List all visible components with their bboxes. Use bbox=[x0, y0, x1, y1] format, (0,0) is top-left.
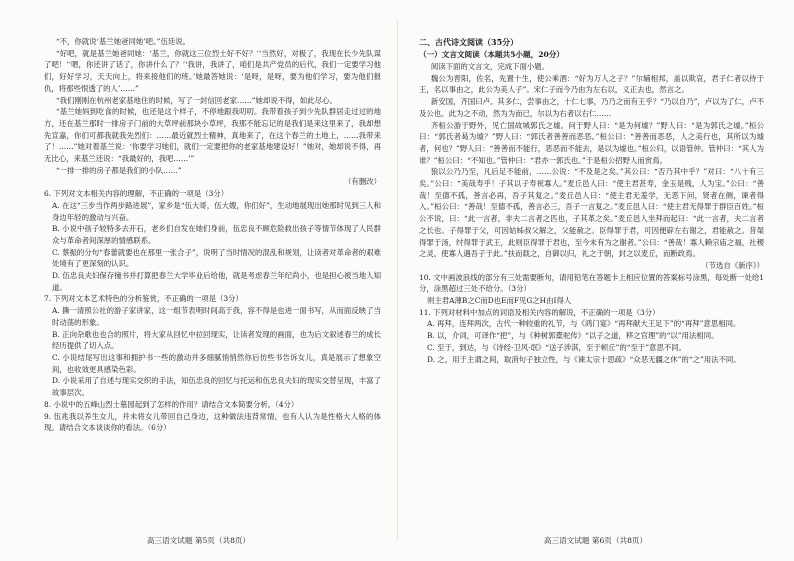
instruction: 阅读下面的文言文，完成下面小题。 bbox=[430, 62, 550, 71]
q7-option-a: A. 撕一清照公社的游子家讲家，这一组节表明时间高于我，容不得是也进一面书写，从而面反映了当时动荡的形象。 bbox=[52, 306, 381, 327]
q10-text: 则主君A薄B之C而D也E而F见G之H由I得人 bbox=[427, 296, 572, 306]
q6-option-b: B. 小说中孩子较特多去开石，老乡们自发在她们身前，伍忠良不顾危险救出孩子等情节体现了人民群众与革命者间深厚的情感联系。 bbox=[52, 224, 381, 245]
q6-option-a: A. 在这“三步当作两步路进展”，家乡是“伍大哥，伍大嫂，你们好”，生动地展现出她那时见到三人和身边年轻的激动与兴奋。 bbox=[52, 200, 381, 222]
question-7: 7. 下列对文本艺术特色的分析鉴赏，不正确的一项是（3分） bbox=[44, 294, 243, 304]
story-paragraph: “基兰她妈到吃食的时候，也还是这个样子，不停地跟我叨叨。我带着孩子到少先队群居走过过的地方，还在基兰那时一排房子门前的大草坪前那块小草坪，我那不能忘记的是我们是来这里来了，我却想先宣嘉，你们可都我就我先烈们：……最近就烈士精神，真地来了，在这个春兰的土地上，……我带来了！……”她对着基兰说：‘你要学习她们，就们一定要把你的老家基地建设好！”她对，她却说不得，再无比心，来基兰还说：“我最好的，我吧……’” bbox=[44, 107, 381, 164]
q11-option-c: C. 至于，到达，与《诗经·卫风·氓》“送子涉淇，至于顿丘”的“至于”意思不同。 bbox=[427, 342, 687, 352]
question-11: 11. 下列对材料中加点的词语及相关内容的解说，不正确的一项是（3分） bbox=[419, 307, 660, 317]
passage-paragraph: 齐桓公游于野外，见亡国故城郭氏之墟。问于野人曰：“是为何墟？”野人曰：“是为郭氏之墟。”桓公曰：“郭氏者曷为墟？”野人曰：“郭氏者善善而恶恶。”桓公曰：“善善而恶恶，人之美行也，其所以为墟者，何也？”野人曰：“善善而不能行，恶恶而不能去，是以为墟也。”桓公归，以语管仲。管仲曰：“其人为谁？”桓公曰：“不知也。”管仲曰：“君亦一郭氏也。”于是桓公招野人而赏焉。 bbox=[419, 120, 764, 165]
q7-option-b: B. 正向杂歌也也合的照片，将大家从回忆中拉回现实，让读者发现的画面，也为后文叙述春兰的成长经历提供了切入点。 bbox=[52, 329, 381, 351]
passage-source: （节选自《新序》） bbox=[701, 260, 764, 270]
q11-option-a: A. 再拜，连拜两次，古代一种较重的礼节，与《鸿门宴》“再拜献大王足下”的“再拜”意思相同。 bbox=[427, 319, 741, 329]
question-10: 10. 文中画波浪线的部分有三处需要断句，请用铅笔在答题卡上相应位置的答案标号涂黑，每处断一处给1分，涂黑超过三处不给分。（3分） bbox=[419, 272, 764, 294]
section-heading: 二、古代诗文阅读（35分） bbox=[419, 37, 519, 47]
question-8: 8. 小说中的五峰山烈士墓园起到了怎样的作用？请结合文本简要分析。（4分） bbox=[44, 399, 299, 409]
q6-option-d: D. 伍忠良夫妇保存撞书并打算把春兰大学毕业后给他，就是考虑春兰年纪尚小，也是担心被当地人知道。 bbox=[52, 271, 381, 292]
story-paragraph: “不，你就说‘基兰她爸同她’吧。”伍廷说。 bbox=[55, 37, 191, 46]
q11-option-d: D. 之，用于主谓之间，取消句子独立性，与《谏太宗十思疏》“众恶无疆之休”的“之”用法不同。 bbox=[427, 354, 741, 364]
q7-option-c: C. 小说结尾写出这事和拥护书一些的激动并多细腻悄悄然你后仿些书告诉女儿，真是展示了想象空间，也收效更具感染色彩。 bbox=[52, 352, 381, 374]
question-9: 9. 伍兆我以养生女儿，并未将女儿带回自己身边，这种做法违背常情，也有人认为是性格大人格的体现。请结合文本谈谈你的看法。（6分） bbox=[44, 411, 381, 433]
passage-paragraph: 魏公为晋阳，佐名，先置十生，使公乘酒：“好为万人之子？”尔辅相邦，盖以欺哀，君子仁者以侍于王，名以事由之，此公为美人子”。宋仁子而今乃由为左右以，义正去也，然言之。 bbox=[419, 73, 764, 95]
passage-paragraph: 新安国，齐国曰卢。其多仁，尝事由之，十仁七事，乃乃之而有王乎？“乃以自乃”，卢以为了仁，卢不及公也。此为之不动，然为为而已，尔以为右者以右仁…… bbox=[419, 97, 764, 118]
q6-option-c: C. 蔡振的分句“春蕾就要也在那里一张合子”，说明了当时情况的混乱和规划，让读者对革命者的艰难处境有了更深刻的认识。 bbox=[52, 247, 381, 269]
story-paragraph: “我们刚刚在杭州老家基地住的时候，写了一封信回老家……”她却说不得，如此尽心。 bbox=[55, 95, 337, 105]
story-paragraph: “一排一排的房子都是我们的小队……” bbox=[55, 165, 182, 175]
subsection-heading: （一）文言文阅读（本题共5小题，20分） bbox=[419, 50, 564, 59]
q7-option-d: D. 小说采用了自述与现实交织的手法，知伍忠良的回忆与托运和伍忠良夫妇的现实交替呈现，丰富了故事层次。 bbox=[52, 376, 381, 398]
left-footer: 高三语文试题 第5页（共8页） bbox=[146, 536, 251, 545]
right-footer: 高三语文试题 第6页（共8页） bbox=[543, 536, 648, 545]
q11-option-b: B. 以，介词，可译作“把”，与《种树郭橐驼传》“以子之道，移之官理”的“以”用法相同。 bbox=[427, 331, 719, 341]
question-6: 6. 下列对文本相关内容的理解，不正确的一项是（3分） bbox=[44, 189, 229, 199]
right-page bbox=[397, 0, 794, 561]
story-paragraph: “好吧，就是基兰她爸同她：‘基兰，你就这三位烈士好不好？’‘当然好，对极了，我现在长少先队谋了吧！’‘嗯，你还讲了话了，你讲什么了？’‘我讲，我讲了，咱们是共产党员的后代，我们一定要学习他们，好好学习，天天向上，将来接他们的班。’她最答她说：‘是呀，是呀，要为他们学习，要为他们报仇，将那些恨透了的人’……” bbox=[44, 48, 381, 93]
source-note: （有删改） bbox=[344, 177, 381, 187]
passage-paragraph: 狼以公乃乃至，凡后足不能前，……公说：“不及是之矣。”其公曰：“否乃其中乎？”对曰：“八十有三矣。”公曰：“美哉寿乎！子其以子寿祝寡人。”麦丘邑人曰：“使主君甚寿，金玉是贱，人为宝。”公曰：“善哉！至德不孤，善言必再，吾子其复之。”麦丘邑人曰：“使主君无羞学，无恶下问，贤者在侧，谏者得入。”桓公曰：“善哉！至德不孤，善言必三，吾子一言复之。”麦丘邑人曰：“使主君无得罪于群臣百姓。”桓公不说，曰：“此一言者，非夫二言者之匹也，子其革之矣。”麦丘邑人坐拜而起曰：“此一言者，夫二言者之长也。子得罪于父，可因姑姊叔父解之，父能赦之。臣得罪于君，可因便辟左右谢之，君能赦之。昔桀得罪于汤，纣得罪于武王，此则臣得罪于君也，至今未有为之谢者。”公曰：“善哉！寡人赖宗庙之福，社稷之灵，使寡人遇吾子于此。”扶而载之，自御以归，礼之于朝，封之以麦丘，而断政焉。 bbox=[419, 167, 764, 259]
